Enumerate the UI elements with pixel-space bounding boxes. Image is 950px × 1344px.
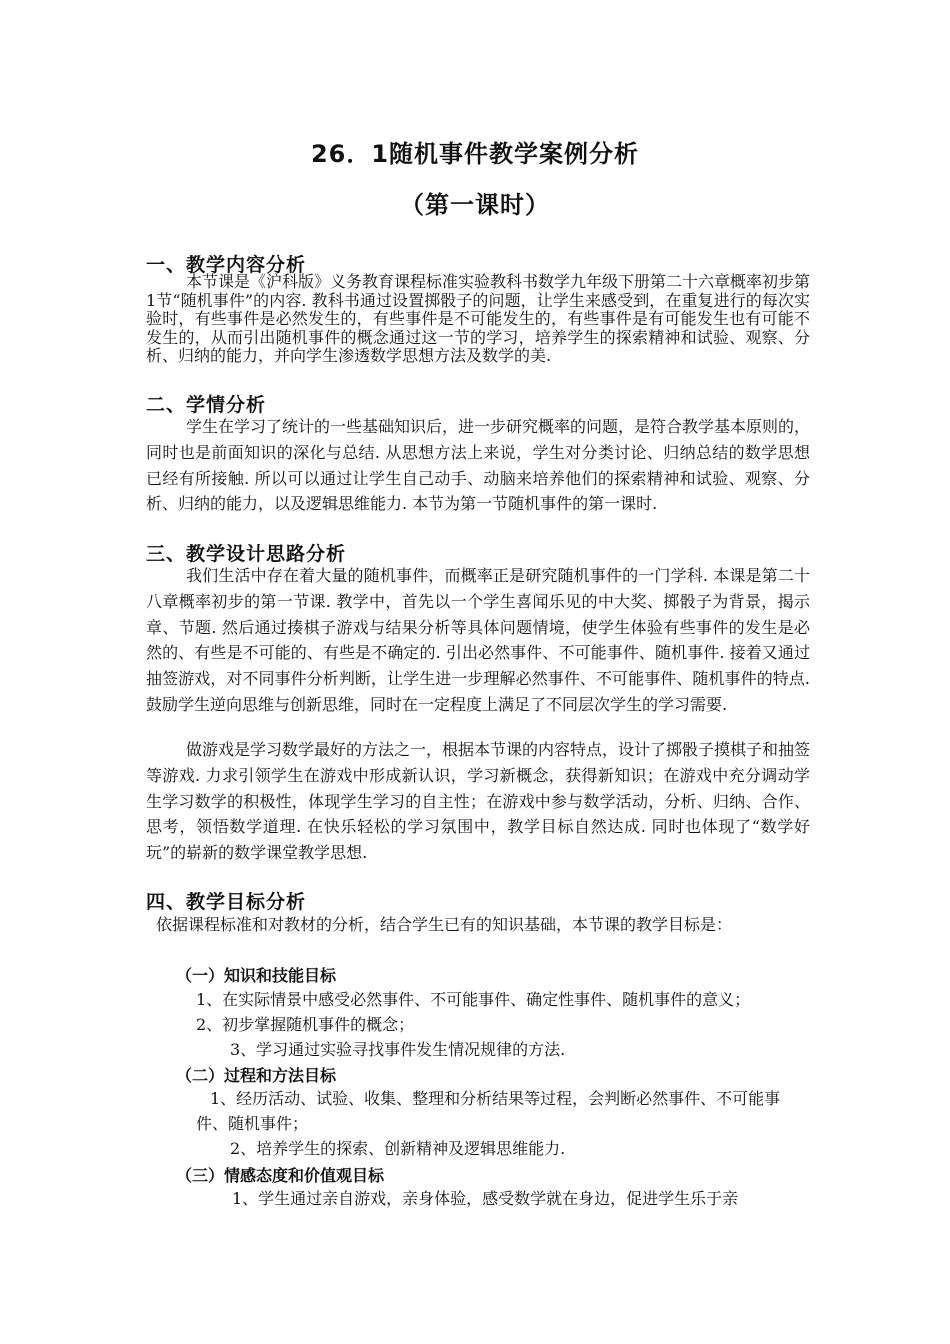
paragraph-student-analysis: 学生在学习了统计的一些基础知识后，进一步研究概率的问题，是符合教学基本原则的，同时也是前面知识的深化与总结. 从思想方法上来说，学生对分类讨论、归纳总结的数学思想已经有所接触. 所以可以通过让学生自己动手、动脑来培养他们的探索精神和试验、观察、分析、归纳的能力，以及逻辑思维能力. 本节为第一节随机事件的第一课时. bbox=[146, 417, 811, 514]
goal-item: 1、经历活动、试验、收集、整理和分析结果等过程，会判断必然事件、不可能事件、随机事件； bbox=[196, 1089, 781, 1133]
section-heading-goal-analysis: 四、教学目标分析 bbox=[146, 891, 307, 913]
paragraph-design-analysis-1: 我们生活中存在着大量的随机事件，而概率正是研究随机事件的一门学科. 本课是第二十八章概率初步的第一节课. 教学中，首先以一个学生喜闻乐见的中大奖、掷骰子为背景，揭示章、节题. 然后通过揍棋子游戏与结果分析等具体问题情境，使学生体验有些事件的发生是必然的、有些是不可能的、有些是不确定的. 引出必然事件、不可能事件、随机事件. 接着又通过抽签游戏，对不同事件分析判断，让学生进一步理解必然事件、不可能事件、随机事件的特点. 鼓励学生逆向思维与创新思维，同时在一定程度上满足了不同层次学生的学习需要. bbox=[146, 566, 810, 714]
goal-item: 2、培养学生的探索、创新精神及逻辑思维能力. bbox=[230, 1139, 566, 1158]
section-heading-design-analysis: 三、教学设计思路分析 bbox=[146, 543, 347, 565]
section-heading-student-analysis: 二、学情分析 bbox=[146, 394, 267, 416]
paragraph-goal-intro: 依据课程标准和对教材的分析，结合学生已有的知识基础，本节课的教学目标是： bbox=[156, 915, 733, 934]
goal-label-attitude: （三）情感态度和价值观目标 bbox=[176, 1166, 385, 1185]
paragraph-design-analysis-2: 做游戏是学习数学最好的方法之一，根据本节课的内容特点，设计了掷骰子摸棋子和抽签等游戏. 力求引领学生在游戏中形成新认识，学习新概念，获得新知识；在游戏中充分调动学生学习数学的积极性，体现学生学习的自主性；在游戏中参与数学活动，分析、归纳、合作、思考，领悟数学道理. 在快乐轻松的学习氛围中，教学目标自然达成. 同时也体现了“数学好玩”的崭新的数学课堂教学思想. bbox=[146, 740, 811, 863]
goal-item: 2、初步掌握随机事件的概念； bbox=[196, 1015, 415, 1034]
goal-item: 1、学生通过亲自游戏，亲身体验，感受数学就在身边，促进学生乐于亲 bbox=[232, 1189, 739, 1208]
document-subtitle: （第一课时） bbox=[400, 191, 550, 219]
section-heading-content-analysis: 一、教学内容分析 bbox=[146, 254, 307, 276]
goal-label-process: （二）过程和方法目标 bbox=[176, 1066, 337, 1085]
document-title: 26．1随机事件教学案例分析 bbox=[310, 140, 640, 168]
goal-item: 3、学习通过实验寻找事件发生情况规律的方法. bbox=[230, 1040, 566, 1059]
paragraph-content-analysis: 本节课是《沪科版》义务教育课程标准实验教科书数学九年级下册第二十六章概率初步第1节“随机事件”的内容. 教科书通过设置掷骰子的问题，让学生来感受到，在重复进行的每次实验时，有些事件是必然发生的，有些事件是不可能发生的，有些事件是有可能发生也有可能不发生的，从而引出随机事件的概念通过这一节的学习，培养学生的探索精神和试验、观察、分析、归纳的能力，并向学生渗透数学思想方法及数学的美. bbox=[146, 272, 811, 366]
goal-label-knowledge: （一）知识和技能目标 bbox=[176, 966, 337, 985]
goal-item: 1、在实际情景中感受必然事件、不可能事件、确定性事件、随机事件的意义； bbox=[196, 990, 751, 1009]
